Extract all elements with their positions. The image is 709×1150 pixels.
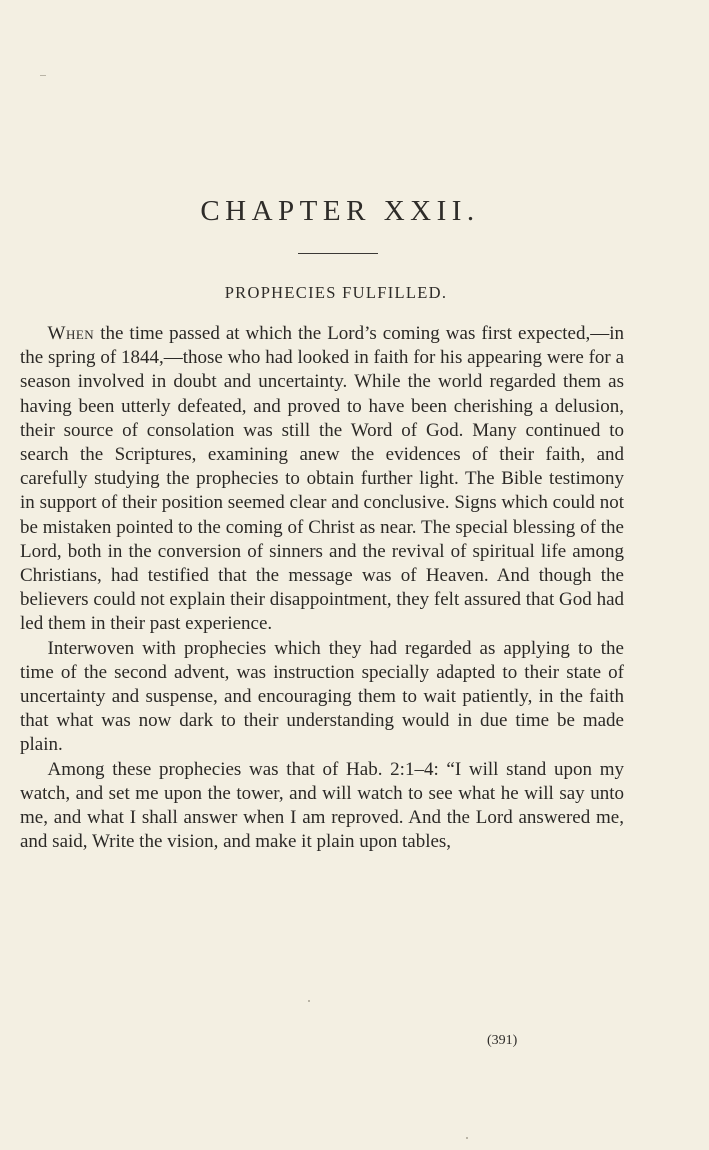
paragraph-lead-word: When xyxy=(47,323,95,344)
page-number: (391) xyxy=(487,1033,518,1048)
paragraph-text: the time passed at which the Lord’s coming was first expected,—in the spring of 1844,—those who had looked in faith for his appearing were for a season involved in doubt and uncertainty. While the world regarded them as having been utterly defeated, and proved to have been cherishing a delusion, their source of consolation was still the Word of God. Many continued to search the Scriptures, examining anew the evidences of their faith, and carefully studying the prophecies to obtain further light. The Bible testimony in support of their position seemed clear and conclusive. Signs which could not be mistaken pointed to the coming of Christ as near. The special blessing of the Lord, both in the conversion of sinners and the revival of spiritual life among Christians, had testified that the message was of Heaven. And though the believers could not explain their disappointment, they felt assured that God had led them in their past experience. xyxy=(20,323,624,635)
paper-speck xyxy=(466,1137,468,1139)
paragraph-3 xyxy=(20,758,624,855)
section-title: PROPHECIES FULFILLED. xyxy=(224,283,448,302)
body-text xyxy=(20,322,624,854)
paper-speck xyxy=(40,75,46,76)
paper-speck xyxy=(308,1000,310,1002)
paragraph-2 xyxy=(20,637,624,758)
paragraph-text: Among these prophecies was that of Hab. 2:1–4: “I will stand upon my watch, and set me upon the tower, and will watch to see what he will say unto me, and what I shall answer when I am reproved. And the Lord answered me, and said, Write the vision, and make it plain upon tables, xyxy=(20,758,624,853)
paragraph-1 xyxy=(20,322,624,637)
title-divider xyxy=(298,253,378,254)
chapter-title: CHAPTER XXII. xyxy=(200,195,480,227)
paragraph-text: Interwoven with prophecies which they had regarded as applying to the time of the second advent, was instruction specially adapted to their state of uncertainty and suspense, and encouraging them to wait patiently, in the faith that what was now dark to their understanding would in due time be made plain. xyxy=(20,637,624,756)
